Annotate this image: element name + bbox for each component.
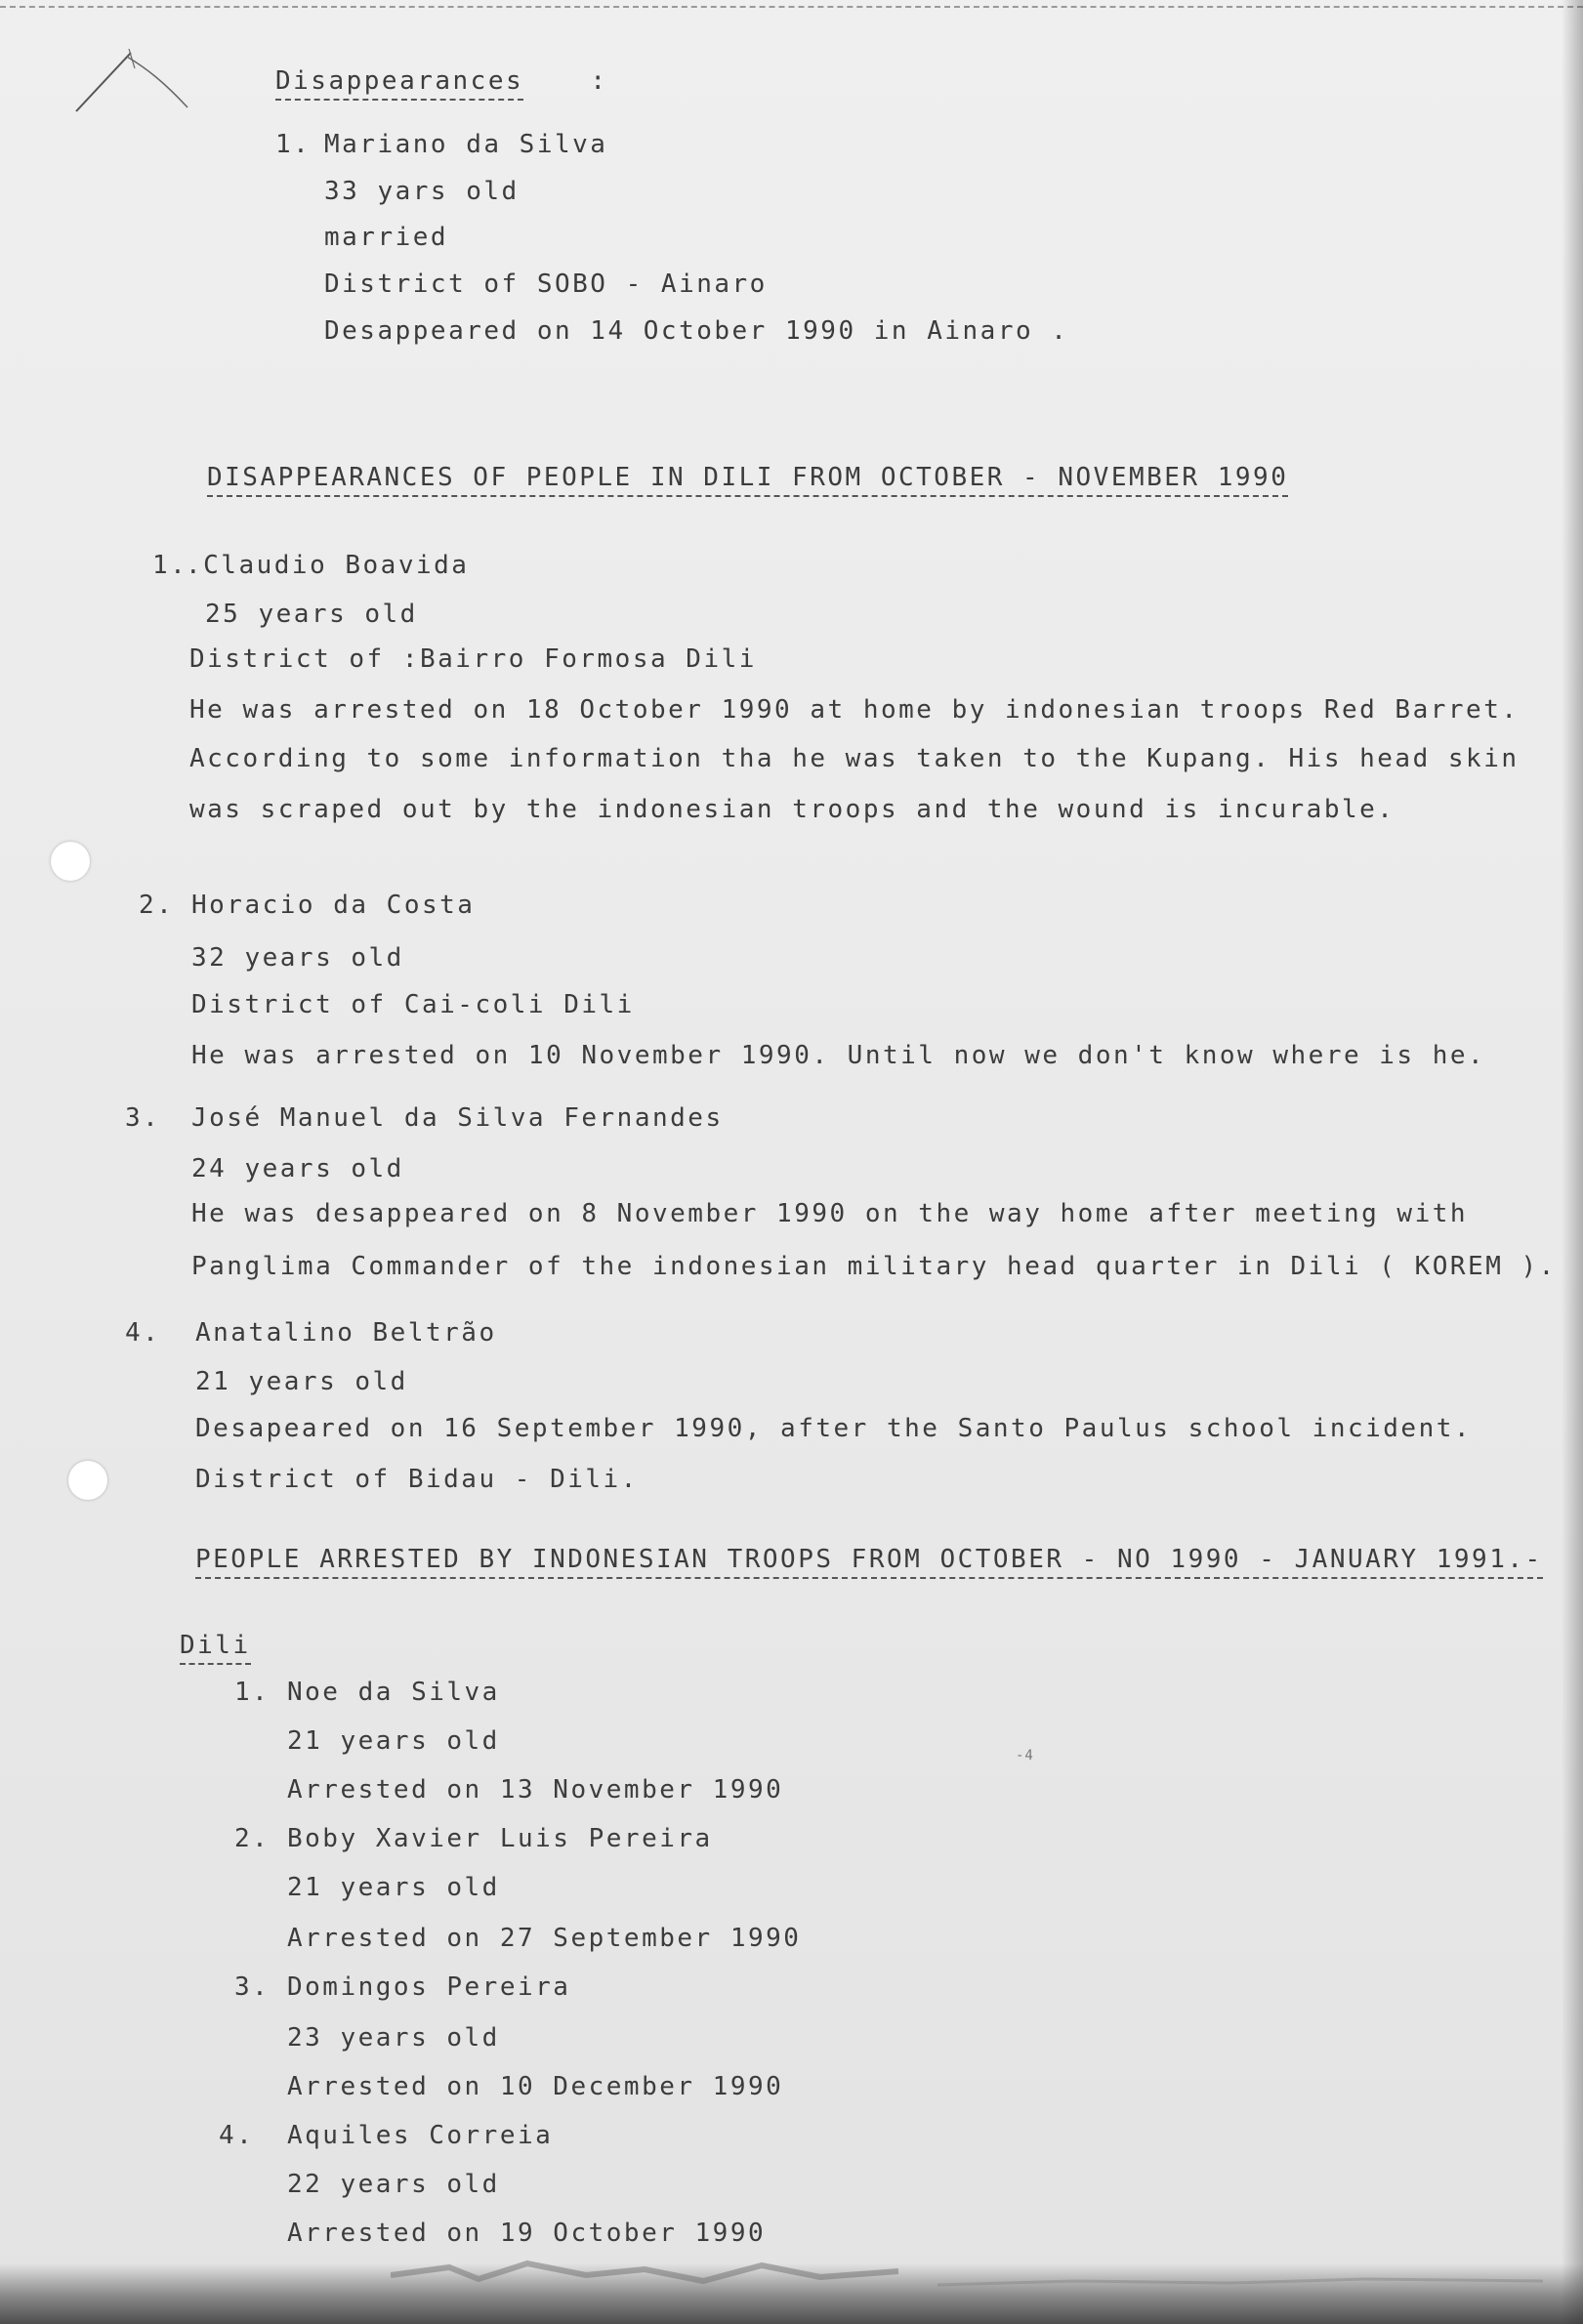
person-detail: Arrested on 19 October 1990 [287, 2219, 767, 2248]
person-name: Mariano da Silva [324, 130, 608, 159]
person-detail: 22 years old [287, 2170, 500, 2199]
list-item-number: 2. [234, 1824, 271, 1853]
person-name: Domingos Pereira [287, 1972, 571, 2002]
person-name: Noe da Silva [287, 1678, 500, 1707]
person-detail: Arrested on 27 September 1990 [287, 1924, 802, 1953]
list-item-number: 1. [152, 551, 188, 580]
person-detail: married [324, 223, 449, 252]
list-item-number: 1. [234, 1678, 271, 1707]
punch-hole-bottom [68, 1461, 107, 1500]
list-item-number: 4. [219, 2121, 255, 2150]
person-detail: He was arrested on 10 November 1990. Until now we don't know where is he. [191, 1041, 1486, 1070]
person-detail: 25 years old [205, 600, 418, 629]
section-title-text: DISAPPEARANCES OF PEOPLE IN DILI FROM OCTOBER - NOVEMBER 1990 [207, 463, 1288, 497]
person-name: Horacio da Costa [191, 891, 476, 920]
section-title-disappearances [275, 66, 607, 96]
list-item-number: 3. [125, 1103, 161, 1133]
person-detail: 21 years old [287, 1726, 500, 1756]
section-title-text: Disappearances [275, 66, 523, 101]
person-detail: 23 years old [287, 2023, 500, 2053]
person-detail: District of :Bairro Formosa Dili [189, 644, 757, 674]
list-item-number: 4. [125, 1318, 161, 1348]
list-item-number: 1. [275, 130, 312, 159]
subheading-text: Dili [180, 1631, 251, 1665]
list-item-number: 2. [139, 891, 175, 920]
section-title-dili-disappearances [207, 463, 1288, 492]
person-detail: Desappeared on 14 October 1990 in Ainaro . [324, 316, 1069, 346]
person-detail: 33 yars old [324, 177, 520, 206]
punch-hole-top [51, 842, 90, 881]
person-detail: 32 years old [191, 943, 404, 973]
section-title-text: PEOPLE ARRESTED BY INDONESIAN TROOPS FROM OCTOBER - NO 1990 - JANUARY 1991.- [195, 1545, 1543, 1579]
scan-noise-icon [391, 2246, 1562, 2304]
section-subheading [180, 1631, 251, 1660]
person-detail: District of Cai-coli Dili [191, 990, 635, 1019]
person-detail: 24 years old [191, 1154, 404, 1183]
person-name: Boby Xavier Luis Pereira [287, 1824, 713, 1853]
person-detail: 21 years old [195, 1367, 408, 1396]
person-detail: Desapeared on 16 September 1990, after the Santo Paulus school incident. [195, 1414, 1473, 1443]
list-item-number: 3. [234, 1972, 271, 2002]
person-detail: Arrested on 10 December 1990 [287, 2072, 784, 2101]
section-title-arrested [195, 1545, 1543, 1574]
page-right-shadow [1562, 0, 1583, 2324]
person-detail: District of SOBO - Ainaro [324, 270, 768, 299]
person-name: Anatalino Beltrão [195, 1318, 497, 1348]
person-detail: Panglima Commander of the indonesian military head quarter in Dili ( KOREM ). [191, 1252, 1557, 1281]
person-detail: He was arrested on 18 October 1990 at home by indonesian troops Red Barret. [189, 695, 1520, 725]
person-detail: was scraped out by the indonesian troops and the wound is incurable. [189, 795, 1396, 824]
person-name: .Claudio Boavida [186, 551, 470, 580]
person-detail: According to some information tha he was taken to the Kupang. His head skin [189, 744, 1520, 773]
person-detail: 21 years old [287, 1873, 500, 1902]
person-name: José Manuel da Silva Fernandes [191, 1103, 724, 1133]
person-detail: He was desappeared on 8 November 1990 on the way home after meeting with [191, 1199, 1469, 1228]
person-detail: Arrested on 13 November 1990 [287, 1775, 784, 1805]
section-title-mark: : [590, 66, 608, 96]
torn-top-edge [0, 6, 1583, 8]
margin-mark: -4 [1016, 1748, 1034, 1764]
person-name: Aquiles Correia [287, 2121, 554, 2150]
pen-scribble-icon [70, 39, 197, 127]
person-detail: District of Bidau - Dili. [195, 1465, 639, 1494]
